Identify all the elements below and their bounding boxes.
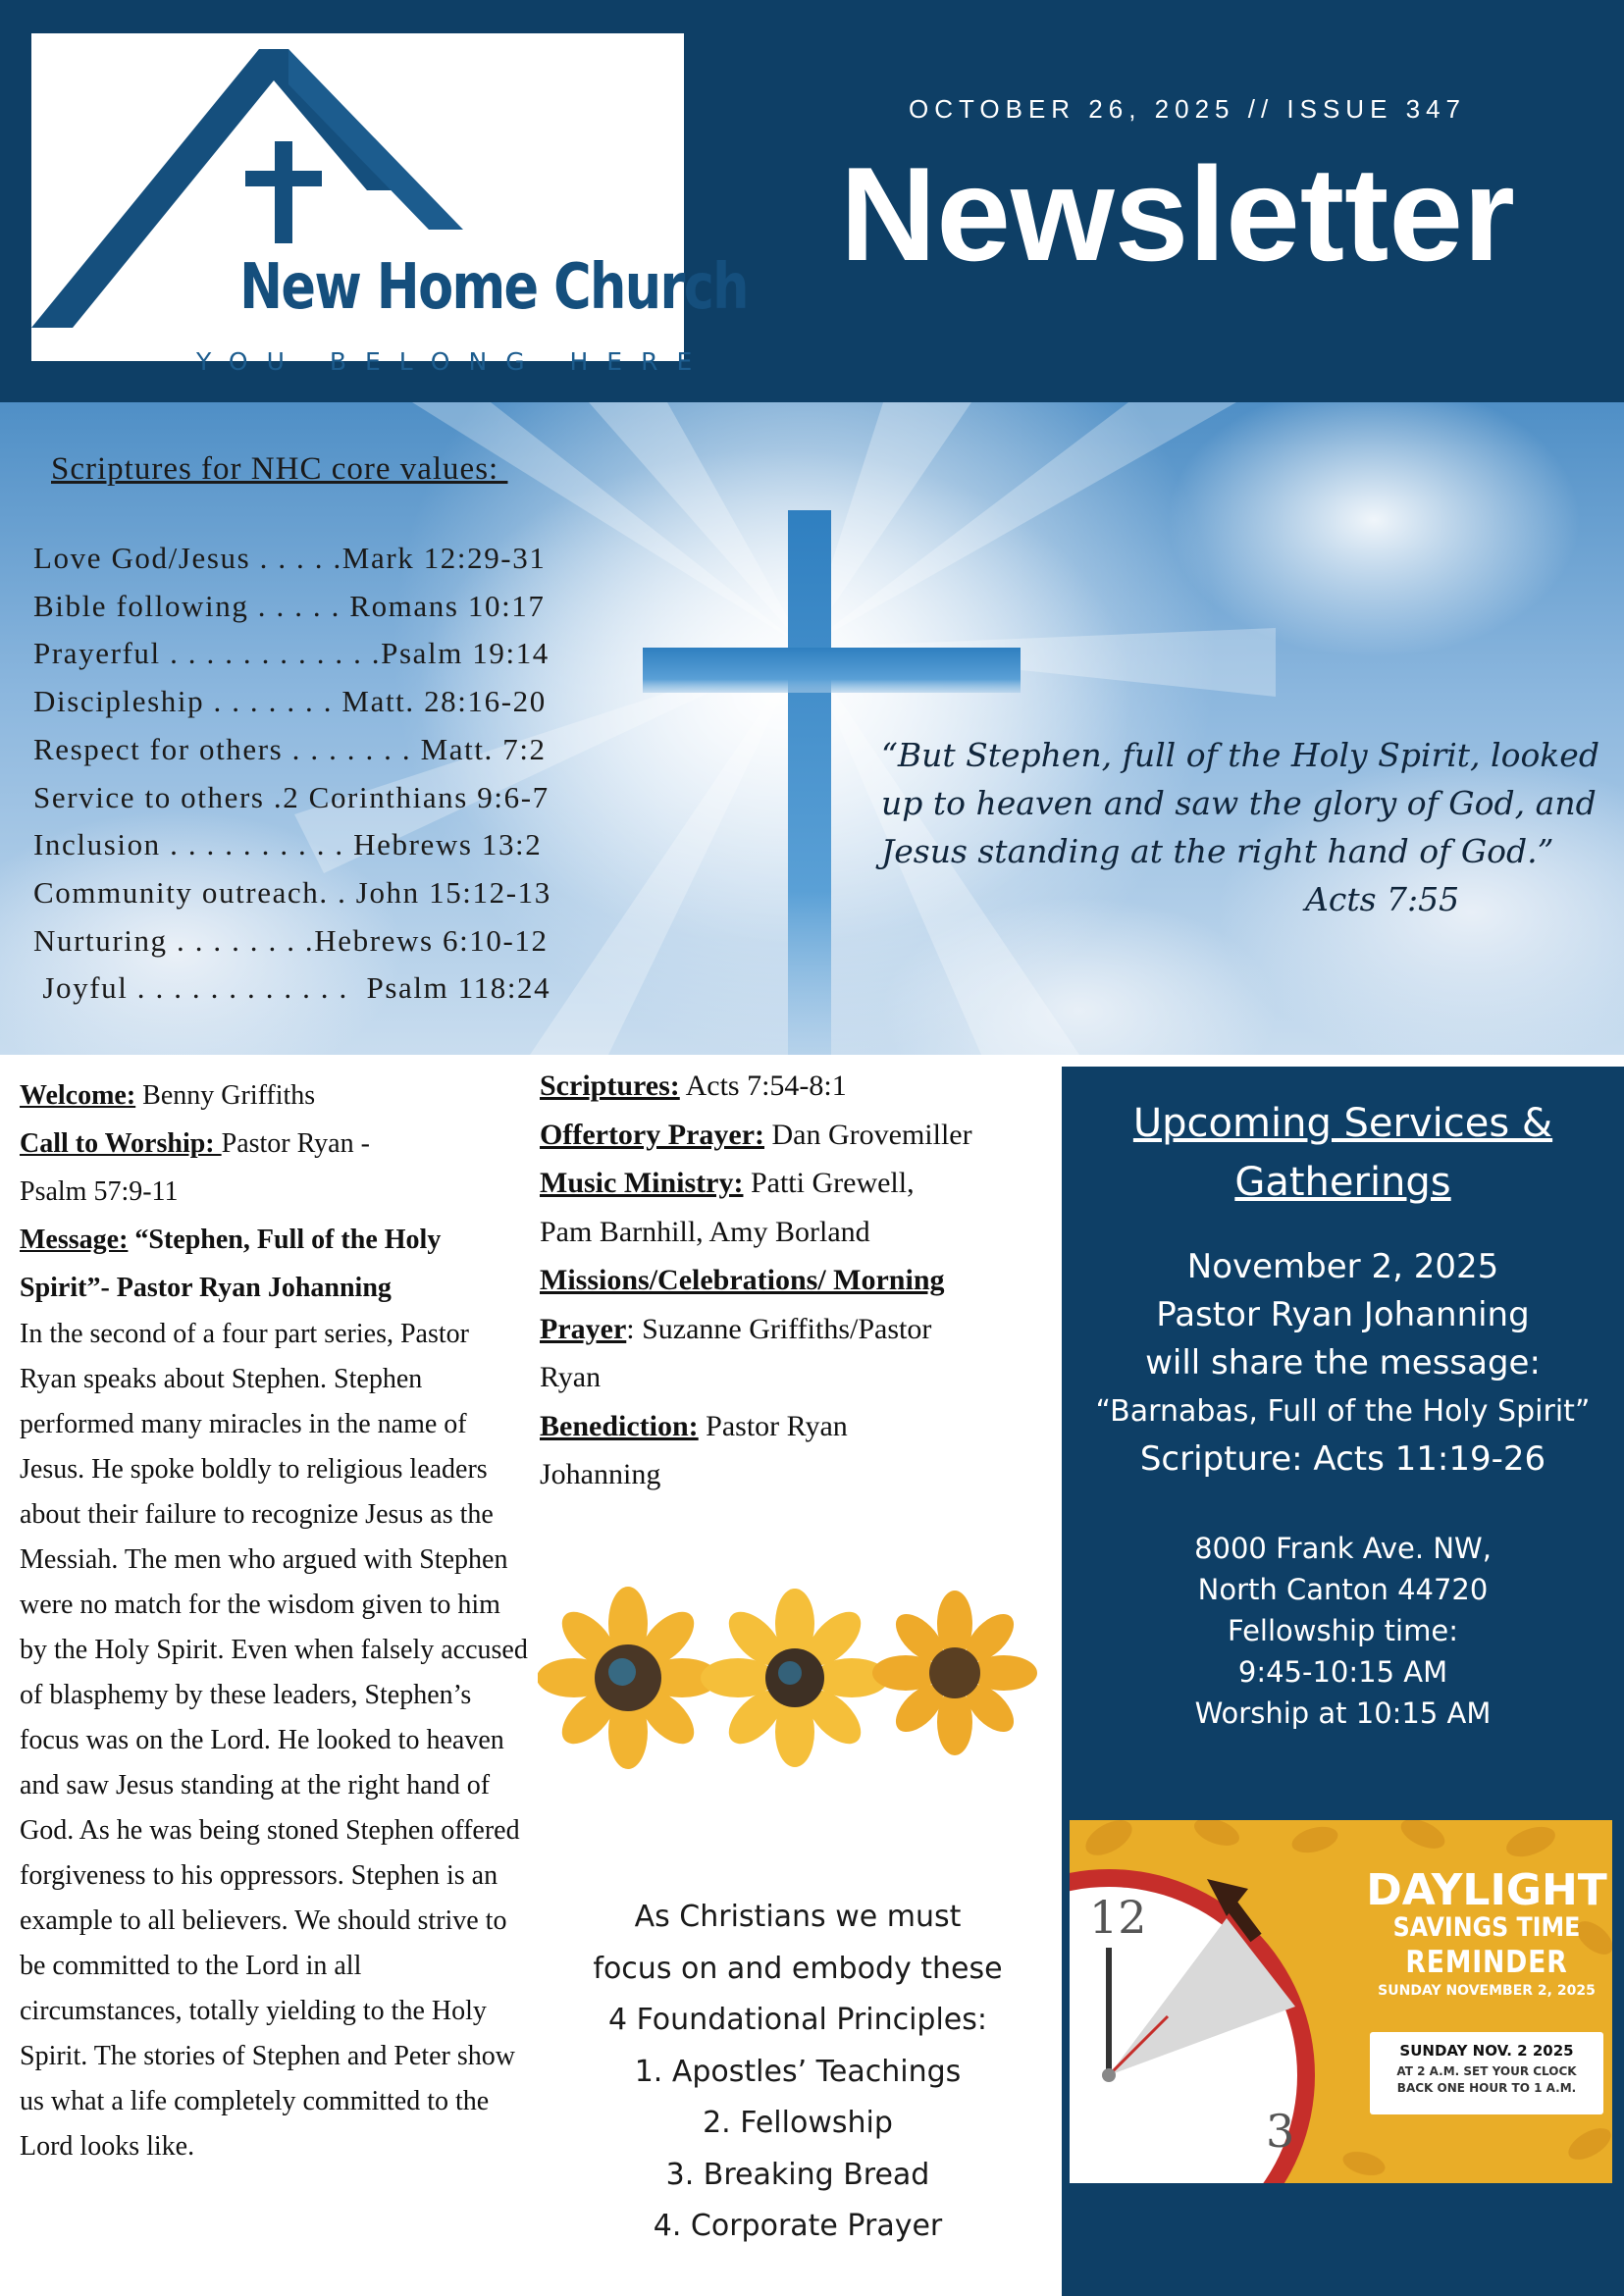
next-service-line: will share the message: [1145, 1343, 1541, 1383]
address-line: North Canton 44720 [1197, 1573, 1489, 1606]
call-to-worship-scripture: Psalm 57:9-11 [20, 1176, 179, 1207]
message-summary: In the second of a four part series, Pastor Ryan speaks about Stephen. Stephen performed many miracles in the name of Jesus. He spoke boldly to religious leaders about their failure to recognize Jesus as the Messiah. The men who argued with Stephen were no match for the wisdom given to him by the Holy Spirit. Even when falsely accused of blasphemy by these leaders, Stephen’s focus was on the Lord. He looked to heaven and saw Jesus standing at the right hand of God. As he was being stoned Stephen offered forgiveness to his oppressors. Stephen is an example to all believers. We should strive to be committed to the Lord in all circumstances, totally yielding to the Holy Spirit. The stories of Stephen and Peter show us what a life completely committed to the Lord looks like. [20, 1319, 528, 2162]
dst-instruction-date: SUNDAY NOV. 2 2025 [1399, 2042, 1574, 2060]
core-value-item: Bible following . . . . . Romans 10:17 [33, 588, 546, 623]
offertory-line [540, 1111, 1060, 1160]
next-service-line: Pastor Ryan Johanning [1156, 1295, 1530, 1334]
dst-instruction-box [1370, 2032, 1603, 2114]
missions-line [540, 1305, 1060, 1354]
dst-title: DAYLIGHT [1366, 1865, 1607, 1915]
principle-item: 2. Fellowship [703, 2106, 893, 2140]
missions-value: : Suzanne Griffiths/Pastor [626, 1312, 932, 1345]
quote-line: up to heaven and saw the glory of God, and [881, 784, 1597, 822]
issue-date-line: OCTOBER 26, 2025 // ISSUE 347 [908, 94, 1467, 124]
missions-label: Missions/Celebrations/ Morning [540, 1264, 945, 1296]
call-to-worship-value: Pastor Ryan - [221, 1128, 370, 1159]
church-address [1062, 1528, 1624, 1734]
dst-subtitle-reminder: REMINDER [1405, 1945, 1568, 1980]
service-order-left [20, 1071, 530, 2169]
message-line [20, 1216, 530, 1264]
fellowship-time: 9:45-10:15 AM [1237, 1655, 1448, 1689]
benediction-line [540, 1402, 1060, 1451]
music-line [540, 1159, 1060, 1208]
dst-date: SUNDAY NOVEMBER 2, 2025 [1378, 1983, 1596, 1999]
principles-line: focus on and embody these [593, 1951, 1003, 1986]
offertory-label: Offertory Prayer: [540, 1118, 765, 1151]
call-to-worship-line [20, 1120, 530, 1168]
daylight-savings-reminder [1070, 1820, 1612, 2183]
quote-reference: Acts 7:55 [1305, 880, 1460, 918]
message-title-cont: Spirit”- Pastor Ryan Johanning [20, 1273, 392, 1303]
scriptures-line [540, 1062, 1060, 1111]
welcome-line [20, 1071, 530, 1120]
clock-twelve-label: 12 [1089, 1891, 1147, 1944]
sunflower-icon [538, 1580, 1048, 1776]
worship-time: Worship at 10:15 AM [1194, 1696, 1492, 1730]
welcome-label: Welcome: [20, 1080, 136, 1111]
benediction-label: Benediction: [540, 1409, 699, 1442]
dst-instruction-line: BACK ONE HOUR TO 1 A.M. [1396, 2081, 1577, 2095]
core-value-item: Inclusion . . . . . . . . . . Hebrews 13:2 [33, 827, 543, 862]
welcome-value: Benny Griffiths [135, 1080, 316, 1111]
church-tagline: YOU BELONG HERE [196, 347, 711, 376]
header-banner [0, 0, 1624, 402]
core-values-list [33, 535, 551, 1013]
message-label: Message: [20, 1225, 129, 1255]
church-logo[interactable] [31, 33, 748, 376]
music-value-cont: Pam Barnhill, Amy Borland [540, 1215, 870, 1248]
church-name: New Home Church [239, 251, 748, 324]
dst-instruction-line: AT 2 A.M. SET YOUR CLOCK [1396, 2064, 1577, 2078]
sunflowers-illustration [538, 1580, 1048, 1781]
scriptures-label: Scriptures: [540, 1070, 680, 1102]
music-value: Patti Grewell, [743, 1167, 915, 1199]
principle-item: 1. Apostles’ Teachings [634, 2054, 962, 2089]
fellowship-label: Fellowship time: [1228, 1614, 1458, 1647]
principles-line: As Christians we must [634, 1900, 962, 1934]
next-service-date: November 2, 2025 [1186, 1247, 1499, 1286]
core-value-item: Service to others .2 Corinthians 9:6-7 [33, 779, 550, 814]
sky-cross-banner [0, 402, 1624, 1055]
quote-line: “But Stephen, full of the Holy Spirit, looked [881, 736, 1599, 774]
message-title: “Stephen, Full of the Holy [128, 1225, 442, 1255]
quote-line: Jesus standing at the right hand of God.” [881, 832, 1554, 870]
next-service-info [1062, 1243, 1624, 1484]
upcoming-title-line: Upcoming Services & [1132, 1101, 1553, 1146]
call-to-worship-label: Call to Worship: [20, 1128, 222, 1159]
core-value-item: Love God/Jesus . . . . .Mark 12:29-31 [33, 541, 547, 575]
upcoming-title-line: Gatherings [1234, 1160, 1451, 1205]
core-value-item: Nurturing . . . . . . . .Hebrews 6:10-12 [33, 922, 549, 958]
clock-three-label: 3 [1266, 2105, 1295, 2158]
benediction-value: Pastor Ryan [698, 1409, 848, 1442]
core-value-item: Community outreach. . John 15:12-13 [33, 874, 551, 910]
principle-item: 3. Breaking Bread [665, 2157, 930, 2192]
next-service-title: “Barnabas, Full of the Holy Spirit” [1095, 1394, 1591, 1429]
scriptures-value: Acts 7:54-8:1 [679, 1070, 847, 1102]
foundational-principles [538, 1892, 1058, 2253]
core-values-title: Scriptures for NHC core values: [51, 451, 508, 487]
next-service-scripture: Scripture: Acts 11:19-26 [1139, 1439, 1546, 1479]
service-order-middle [540, 1062, 1060, 1499]
dst-subtitle: SAVINGS TIME [1392, 1912, 1581, 1943]
newsletter-title: Newsletter [840, 139, 1515, 288]
core-value-item: Prayerful . . . . . . . . . . . .Psalm 19:14 [33, 636, 550, 671]
core-value-item: Joyful . . . . . . . . . . . . Psalm 118:24 [33, 970, 551, 1006]
core-value-item: Discipleship . . . . . . . Matt. 28:16-20 [33, 684, 547, 719]
offertory-value: Dan Grovemiller [764, 1118, 972, 1151]
address-line: 8000 Frank Ave. NW, [1194, 1532, 1492, 1565]
dst-instruction-text [1370, 2063, 1603, 2097]
scripture-quote [881, 731, 1599, 923]
music-label: Music Ministry: [540, 1167, 744, 1199]
missions-label-cont: Prayer [540, 1312, 627, 1345]
principle-item: 4. Corporate Prayer [653, 2209, 943, 2243]
benediction-value-cont: Johanning [540, 1458, 661, 1490]
missions-value-cont: Ryan [540, 1361, 602, 1393]
principles-line: 4 Foundational Principles: [608, 2003, 987, 2037]
core-value-item: Respect for others . . . . . . . Matt. 7:2 [33, 731, 547, 766]
upcoming-title [1062, 1094, 1624, 1212]
